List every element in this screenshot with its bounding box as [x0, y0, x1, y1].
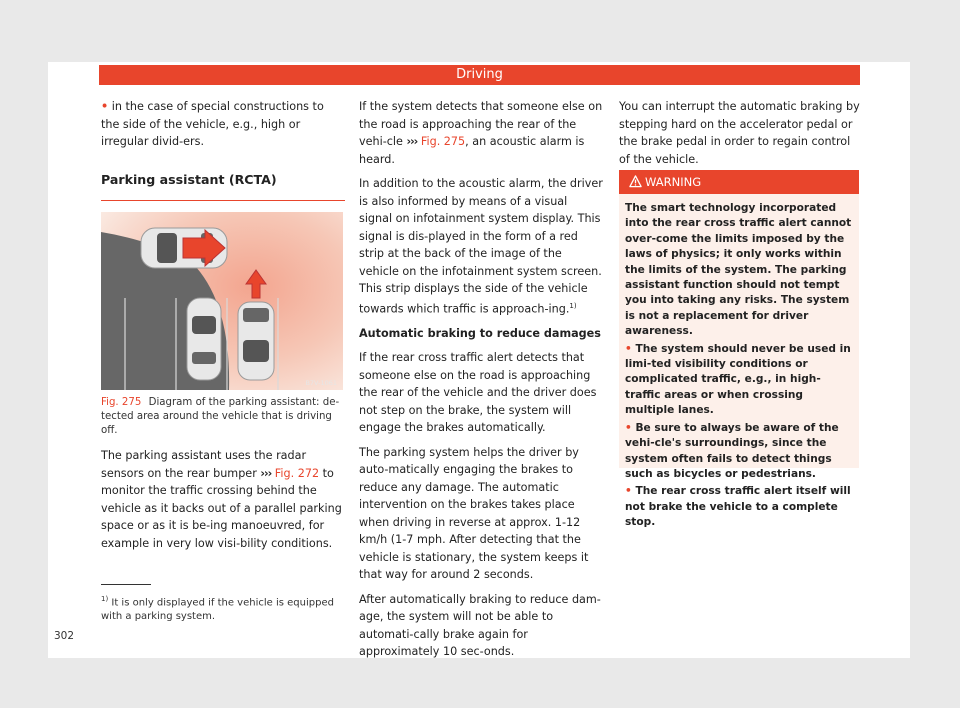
bullet-icon: • — [101, 100, 109, 113]
warning-bullet — [625, 421, 853, 483]
figure-code: B7V-1061 — [305, 379, 337, 387]
body-text: to monitor the traffic crossing behind the vehicle as it backs out of a parallel parking space or as it is be-ing manoeuvred, for example in very low visi-bility conditions. — [101, 466, 342, 550]
figure-label: Fig. 275 — [101, 397, 142, 408]
subsection-heading: Automatic braking to reduce damages — [359, 326, 601, 340]
figure-link[interactable]: Fig. 275 — [420, 135, 466, 148]
parking-diagram — [101, 212, 343, 390]
figure-caption — [101, 396, 345, 438]
column-2 — [359, 98, 603, 668]
warning-intro: The smart technology incorporated into the rear cross traffic alert cannot over-come the limits imposed by the laws of physics; it only works within the limits of the system. The parking assistant function should not tempt you into taking any risks. The system is not a replacement for driver awareness. — [625, 202, 852, 338]
paragraph — [359, 175, 603, 318]
cross-reference-arrow-icon: ››› — [260, 466, 272, 480]
paragraph-text: In addition to the acoustic alarm, the driver is also informed by means of a visual signal on infotainment system display. This signal is dis-played in the form of a red strip at the back of the image of the vehicle on the infotainment system screen. This strip displays the side of the vehicle towards which traffic is approach-ing. — [359, 177, 603, 316]
bullet-icon: • — [625, 485, 632, 498]
footnote-mark: 1) — [101, 595, 109, 603]
figure-caption-text: Diagram of the parking assistant: de-tected area around the vehicle that is driving off. — [101, 397, 340, 436]
warning-bullet — [625, 484, 853, 530]
paragraph: You can interrupt the automatic braking by stepping hard on the accelerator pedal or the brake pedal in order to regain control of the vehicle. — [619, 100, 860, 166]
footnote-divider — [101, 584, 151, 585]
reversing-car — [238, 302, 274, 380]
header-title: Driving — [456, 67, 503, 82]
cross-reference-arrow-icon: ››› — [406, 135, 418, 148]
page-header — [99, 65, 860, 85]
warning-title: WARNING — [645, 175, 702, 189]
warning-bullet-text: The system should never be used in limi-ted visibility conditions or complicated traffic, e.g., in high-traffic areas or when crossing multiple lanes. — [625, 342, 851, 417]
parked-car — [187, 298, 221, 380]
paragraph — [359, 98, 603, 168]
paragraph-text: , an acoustic alarm is heard. — [359, 135, 585, 166]
parking-diagram-figure — [101, 212, 343, 390]
body-text: The parking assistant uses the radar sensors on the rear bumper — [101, 449, 307, 480]
warning-box — [619, 170, 859, 529]
warning-body — [619, 194, 859, 539]
footnote-text: It is only displayed if the vehicle is equipped with a parking system. — [101, 597, 334, 623]
intro-bullet-text: in the case of special constructions to the side of the vehicle, e.g., high or irregular divid-ers. — [101, 100, 324, 148]
paragraph: The parking system helps the driver by auto-matically engaging the brakes to reduce any damage. The automatic intervention on the brakes takes place when driving in reverse at approx. 1-12 km/h (1-7 mph. After detecting that the vehicle is stationary, the system keeps it that way for around 2 seconds. — [359, 445, 589, 582]
paragraph-text: If the system detects that someone else on the road is approaching the rear of the vehi-cle — [359, 100, 603, 148]
page-number: 302 — [54, 630, 75, 642]
footnote-reference[interactable]: 1) — [569, 301, 577, 310]
paragraph: After automatically braking to reduce dam-age, the system will not be able to automati-cally brake again for approximately 10 sec-onds. — [359, 592, 601, 659]
warning-bullet-text: The rear cross traffic alert itself will not brake the vehicle to a complete stop. — [625, 485, 851, 529]
warning-bullet-text: Be sure to always be aware of the vehi-cle's surroundings, since the system often fails to detect things such as bicycles or pedestrians. — [625, 421, 839, 480]
bullet-icon: • — [625, 421, 632, 434]
paragraph: If the rear cross traffic alert detects that someone else on the road is approaching the rear of the vehicle and the driver does not step on the brake, the system will engage the brakes automatically. — [359, 351, 597, 435]
warning-header — [619, 170, 859, 194]
section-heading: Parking assistant (RCTA) — [101, 171, 345, 202]
column-1 — [101, 98, 345, 201]
warning-triangle-icon — [629, 175, 642, 188]
column-3 — [619, 98, 863, 175]
bullet-icon: • — [625, 342, 632, 355]
footnote — [101, 592, 345, 624]
figure-link[interactable]: Fig. 272 — [274, 466, 320, 480]
warning-bullet — [625, 342, 853, 419]
intro-bullet — [101, 98, 345, 151]
column-1-body — [101, 447, 345, 552]
